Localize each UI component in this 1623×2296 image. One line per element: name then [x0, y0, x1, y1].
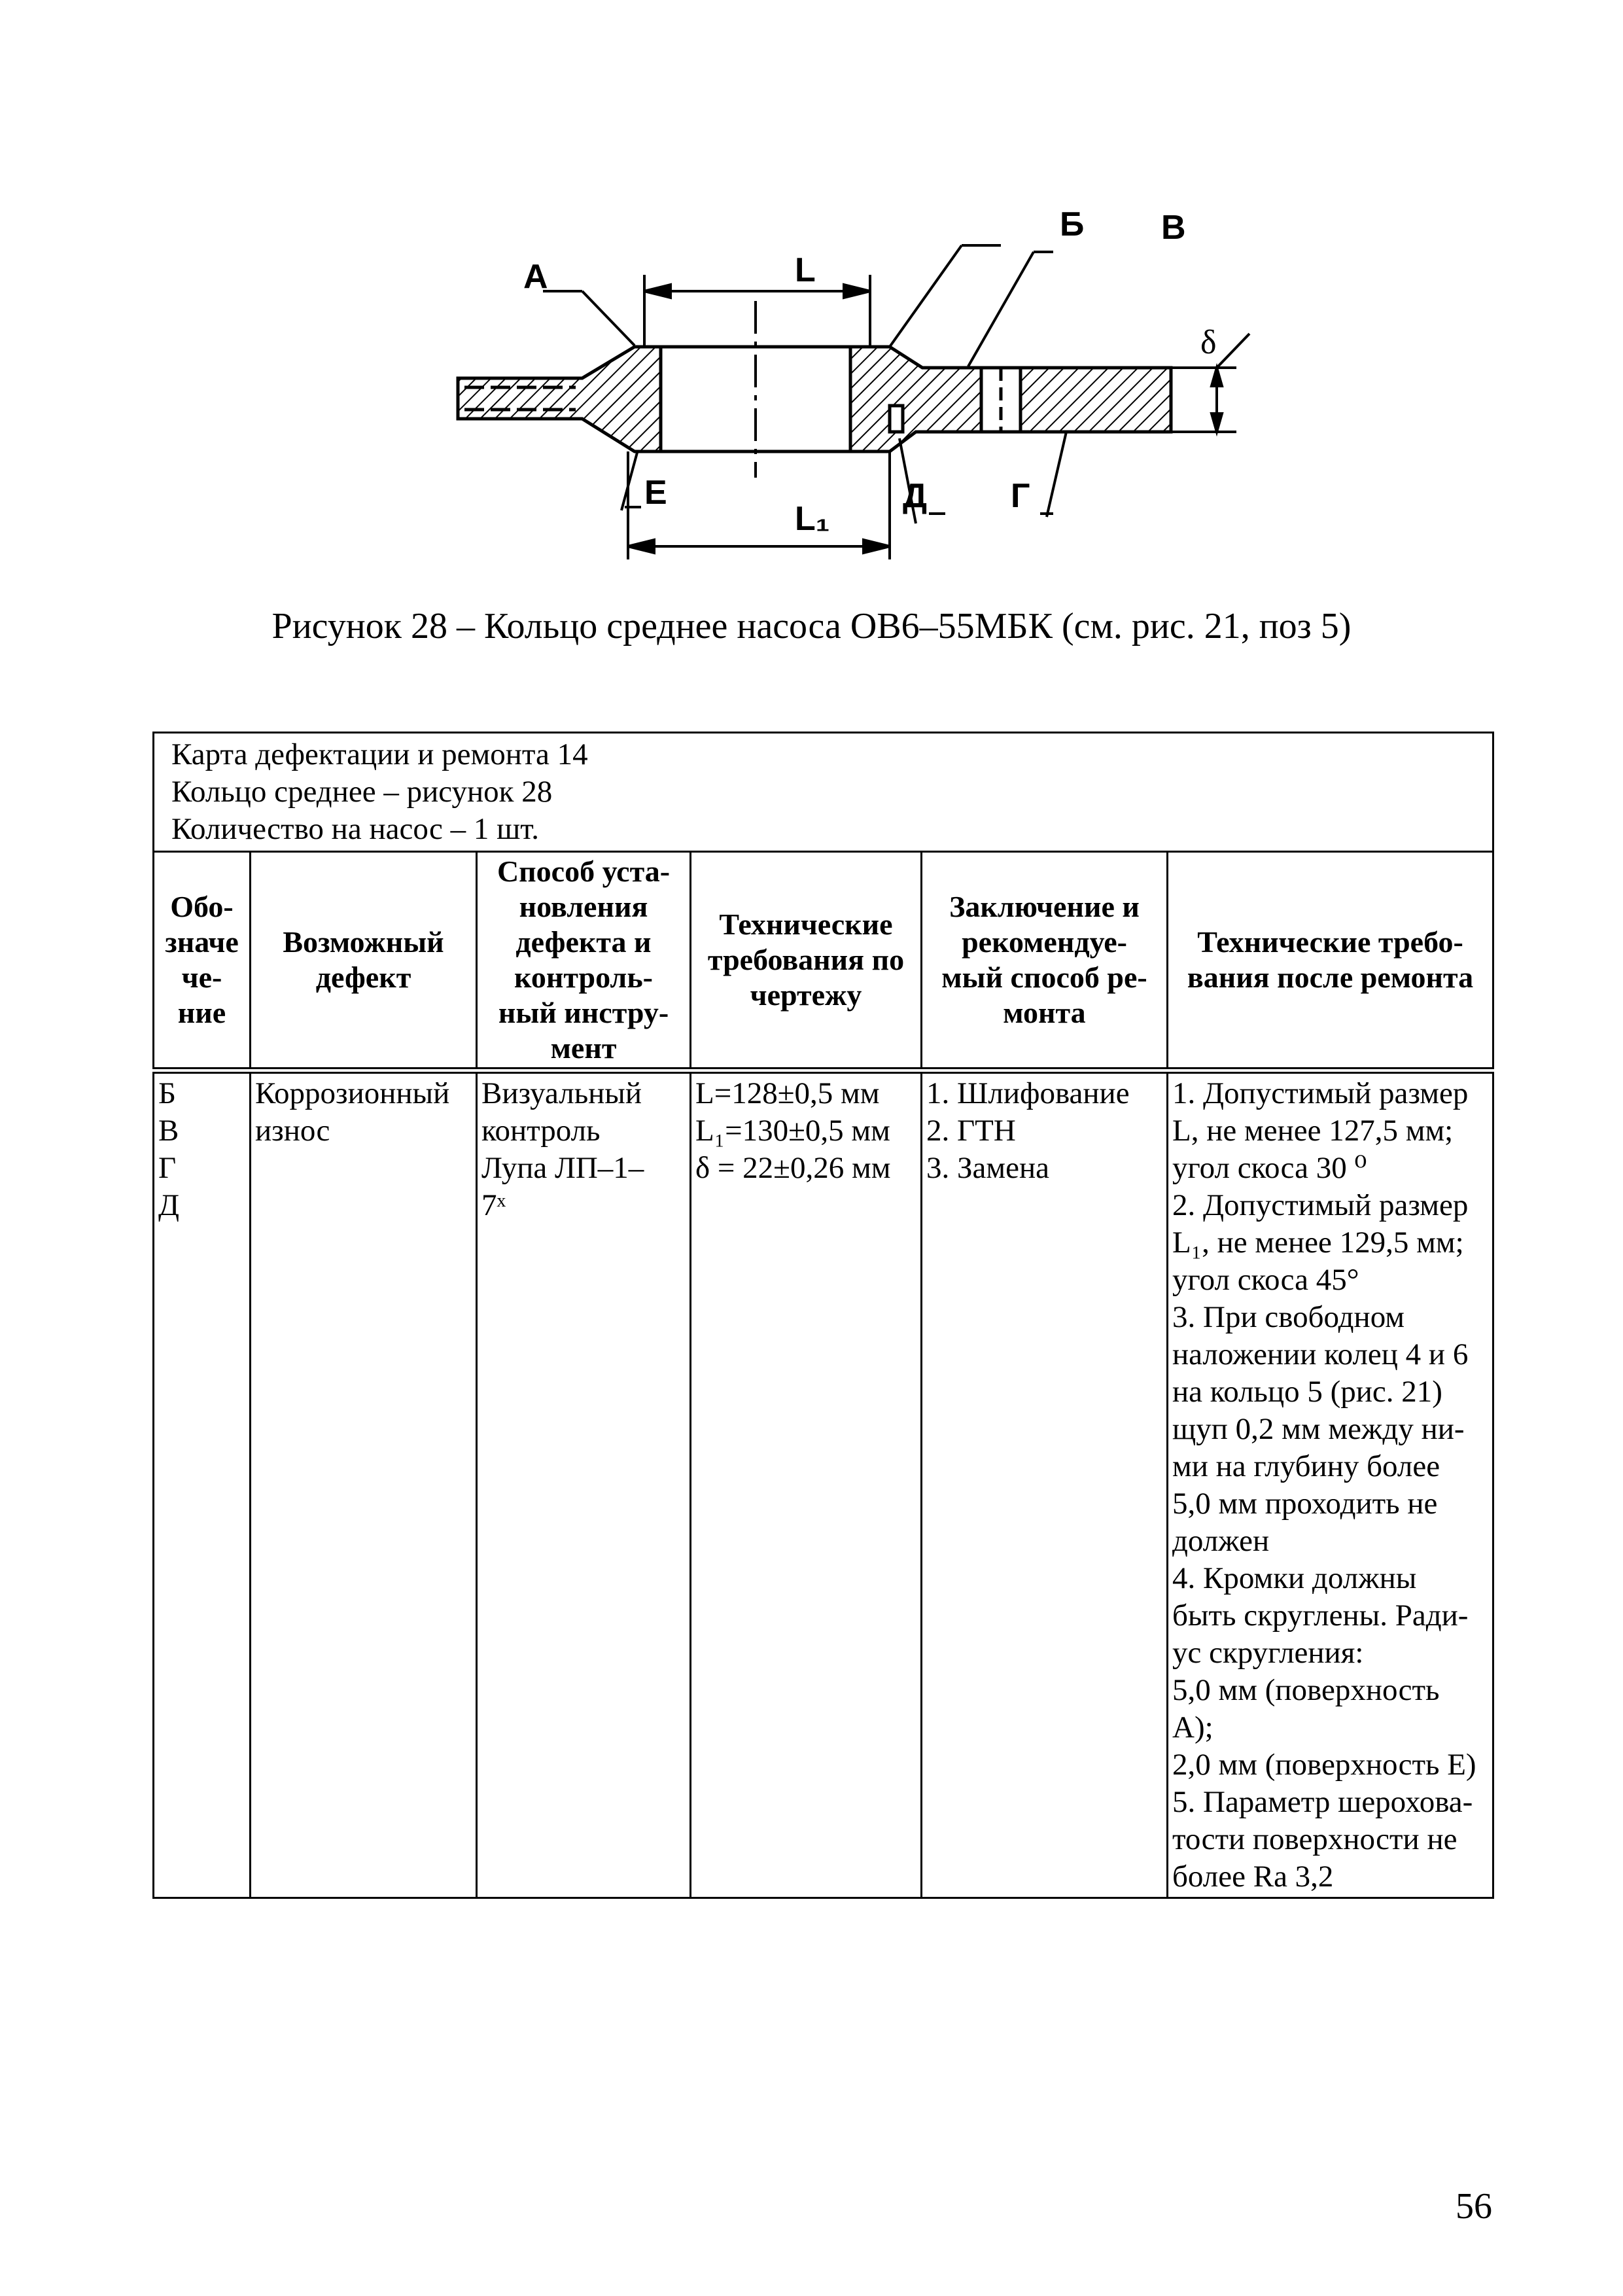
page-number: 56: [1456, 2186, 1492, 2227]
label-l: L: [795, 251, 816, 289]
label-v: В: [1161, 209, 1186, 247]
table-row: [154, 1070, 1493, 1898]
cell-designation: Б В Г Д: [154, 1070, 251, 1898]
col-header-conclusion: Заключение и рекомендуе- мый способ ре- монта: [922, 852, 1168, 1071]
cell-method: Визуальный контроль Лупа ЛП–1– 7ˣ: [477, 1070, 691, 1898]
card-title: Карта дефектации и ремонта 14: [171, 737, 588, 771]
defect-card-table: [152, 732, 1494, 1899]
label-delta: δ: [1200, 324, 1217, 361]
cell-requirements: L=128±0,5 мм L₁=130±0,5 мм δ = 22±0,26 мм: [691, 1070, 922, 1898]
card-part: Кольцо среднее – рисунок 28: [171, 775, 553, 809]
cell-after-repair: 1. Допустимый размер L, не менее 127,5 мм; угол скоса 30 ⁰ 2. Допустимый размер L₁, не менее 129,5 мм; угол скоса 45° 3. При свободном наложении колец 4 и 6 на кольцо 5 (рис. 21) щуп 0,2 мм между ни- ми на глубину более 5,0 мм проходить не должен 4. Кромки должны быть скруглены. Ради- ус скругления: 5,0 мм (поверхность А); 2,0 мм (поверхность Е) 5. Параметр шерохова- тости поверхности не более Ra 3,2: [1168, 1070, 1493, 1898]
ring-body: [458, 301, 1171, 478]
col-header-method: Способ уста- новления дефекта и контроль- ный инстру- мент: [477, 852, 691, 1071]
cell-defect: Коррозионный износ: [251, 1070, 477, 1898]
card-header-row: [154, 733, 1493, 852]
card-quantity: Количество на насос – 1 шт.: [171, 812, 540, 846]
label-l1: L₁: [795, 500, 830, 538]
col-header-designation: Обо- значе че- ние: [154, 852, 251, 1071]
card-header: [154, 733, 1493, 852]
label-b: Б: [1060, 205, 1085, 243]
label-e: Е: [644, 474, 667, 512]
cell-conclusion: 1. Шлифование 2. ГТН 3. Замена: [922, 1070, 1168, 1898]
figure-caption: Рисунок 28 – Кольцо среднее насоса ОВ6–55МБК (см. рис. 21, поз 5): [271, 606, 1352, 646]
label-g: Г: [1011, 477, 1030, 515]
column-header-row: [154, 852, 1493, 1071]
ring-drawing: [419, 183, 1269, 576]
col-header-requirements: Технические требования по чертежу: [691, 852, 922, 1071]
label-d: Д: [903, 477, 928, 515]
label-a: А: [523, 258, 548, 296]
col-header-after-repair: Технические требо- вания после ремонта: [1168, 852, 1493, 1071]
col-header-defect: Возможный дефект: [251, 852, 477, 1071]
